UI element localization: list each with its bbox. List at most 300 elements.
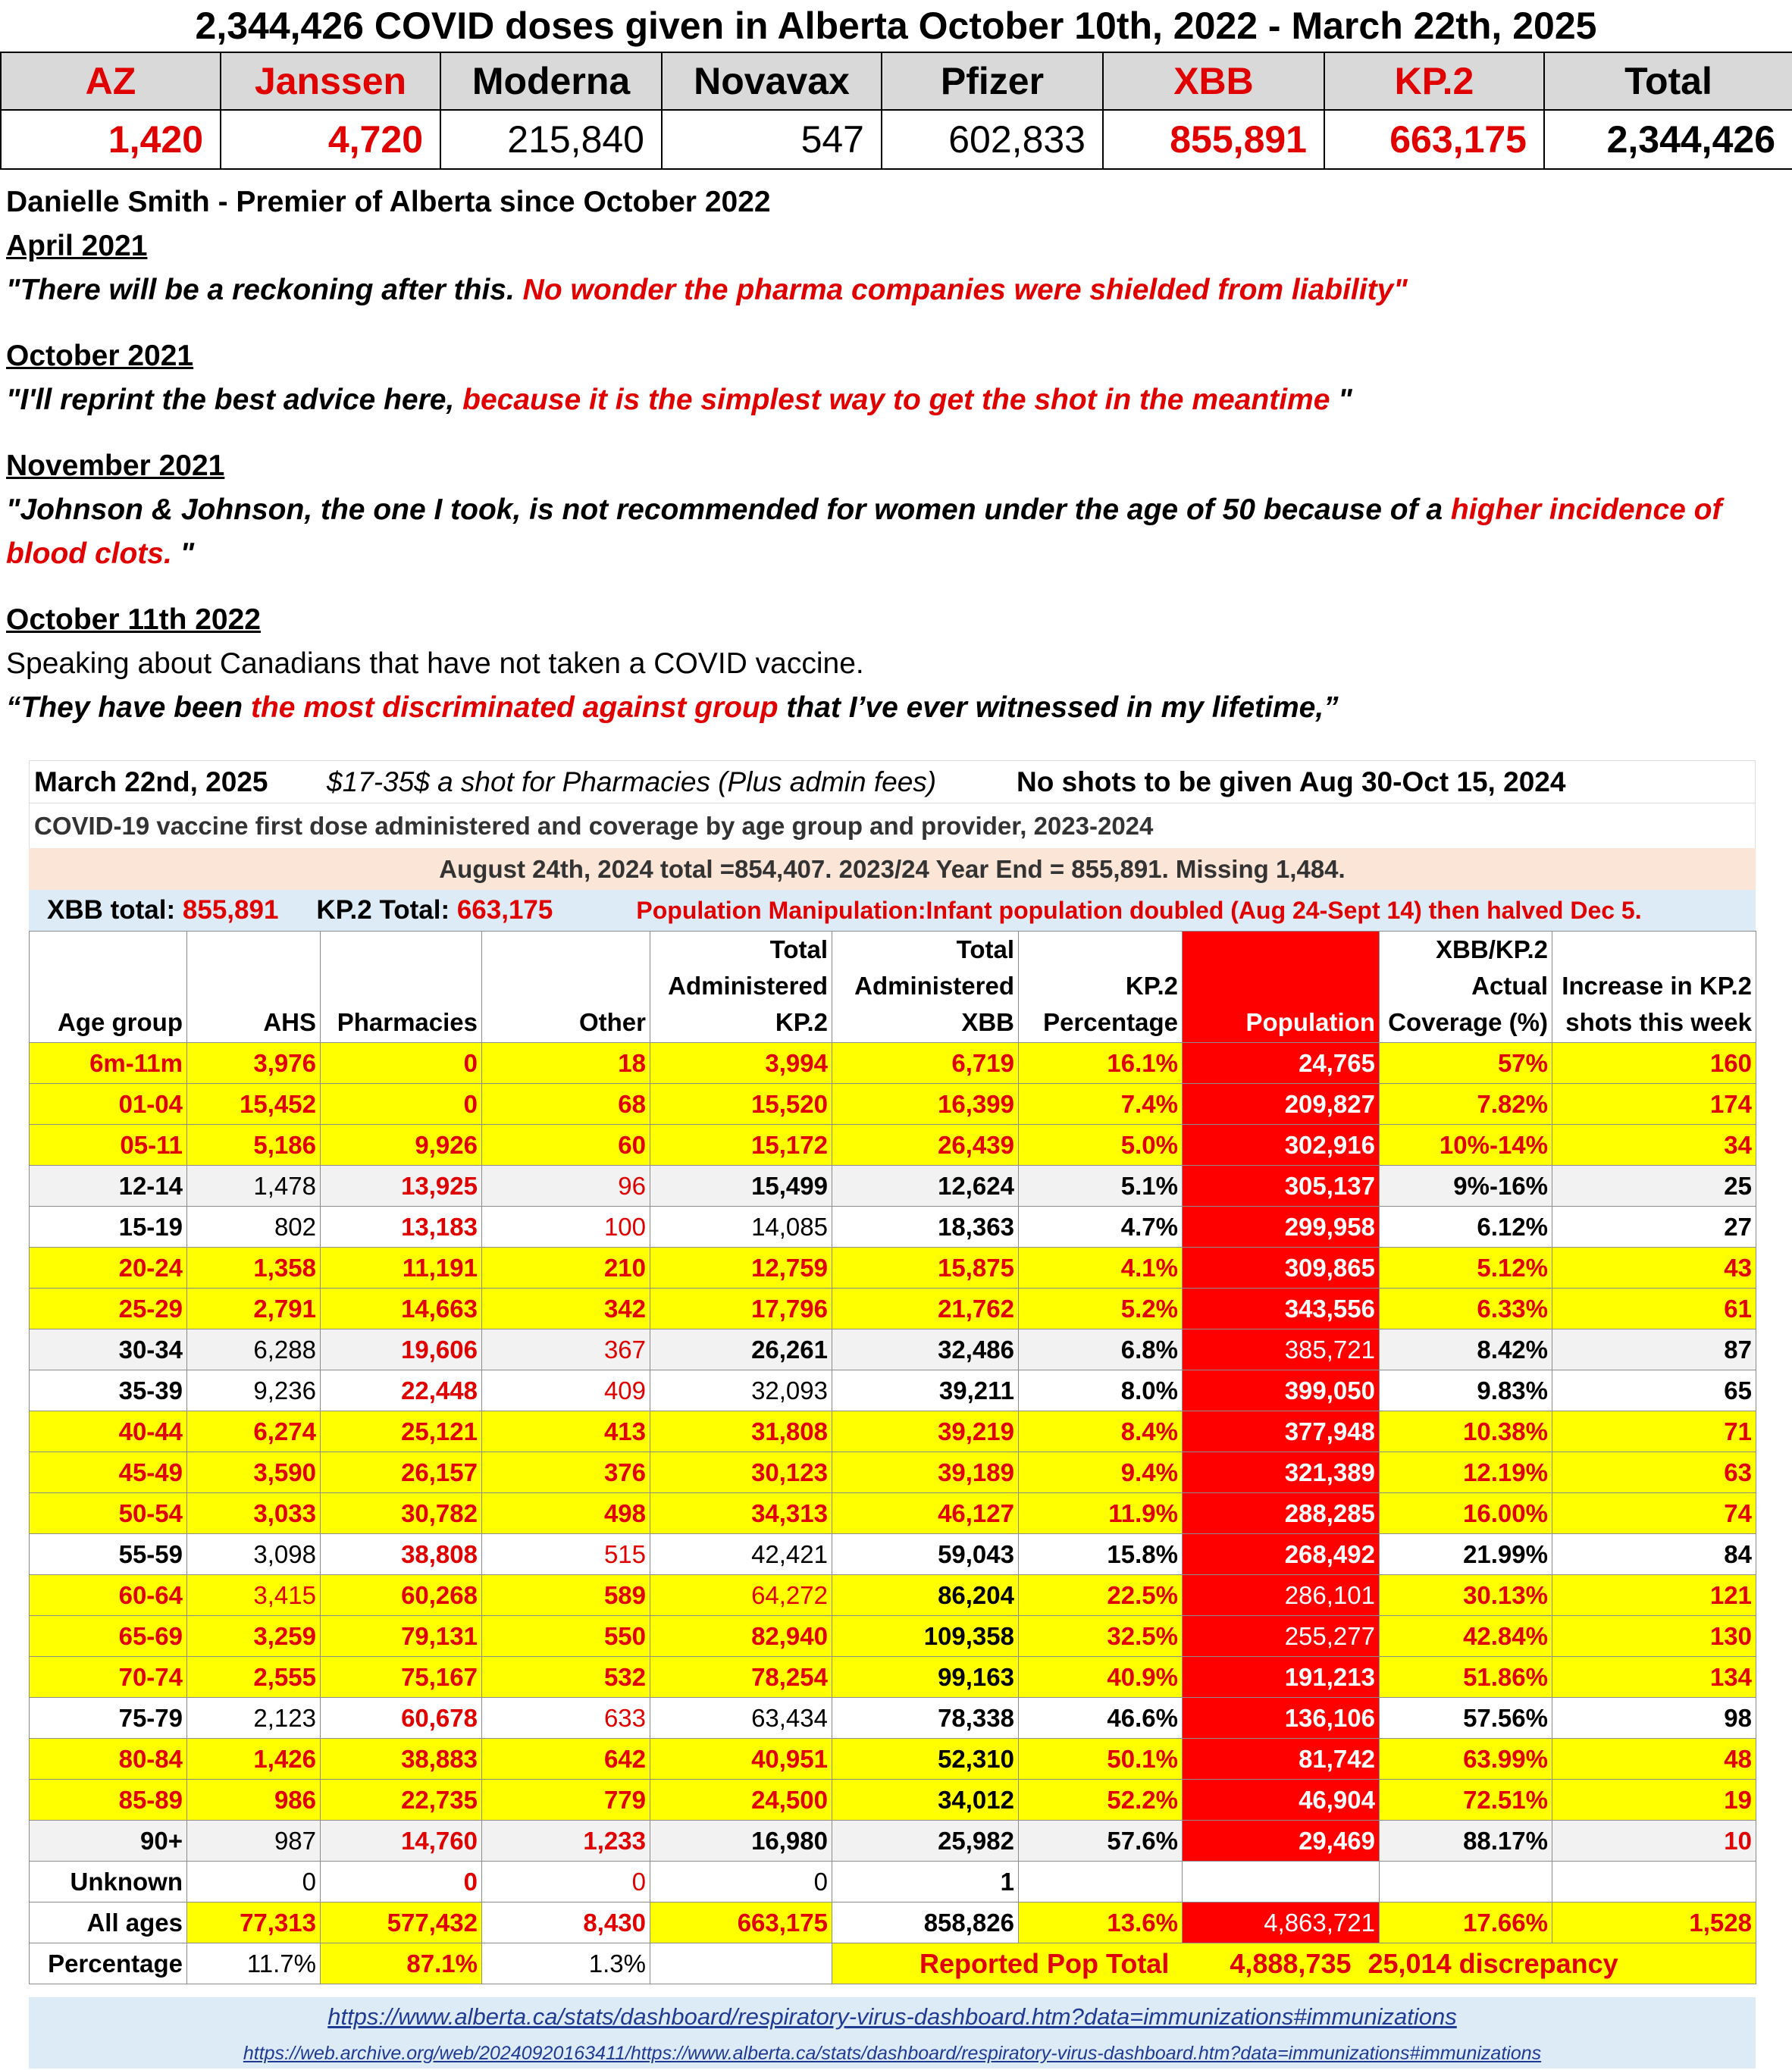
cell-other: 413 [482, 1411, 650, 1452]
cell-age-group: 50-54 [30, 1493, 187, 1534]
cell-other: 367 [482, 1329, 650, 1370]
cell-total-kp2: 15,499 [650, 1166, 832, 1207]
cell-age-group: 65-69 [30, 1616, 187, 1657]
column-header-line: Total [769, 935, 828, 963]
cell-pharmacies: 13,183 [321, 1207, 482, 1248]
cell-age-group: 90+ [30, 1821, 187, 1862]
quotes-section [6, 180, 1787, 730]
cell-coverage: 8.42% [1380, 1329, 1552, 1370]
cell-pharmacies: 19,606 [321, 1329, 482, 1370]
source-link-1[interactable]: https://www.alberta.ca/stats/dashboard/respiratory-virus-dashboard.htm?data=immunizations#immunizations [327, 2003, 1457, 2030]
cell-coverage: 88.17% [1380, 1821, 1552, 1862]
table-row [30, 1248, 1756, 1289]
cell-total-xbb: 109,358 [832, 1616, 1019, 1657]
table-row [30, 1125, 1756, 1166]
cell-age-group: 20-24 [30, 1248, 187, 1289]
cell-coverage: 10%-14% [1380, 1125, 1552, 1166]
quote-date-1: April 2021 [6, 230, 148, 262]
column-header-line: Increase in KP.2 [1562, 972, 1752, 1000]
cell-ahs: 3,098 [187, 1534, 321, 1575]
cell-total-kp2: 30,123 [650, 1452, 832, 1493]
cell-other: 18 [482, 1043, 650, 1084]
table-row [30, 1370, 1756, 1411]
table-row [30, 1043, 1756, 1084]
cell-other: 376 [482, 1452, 650, 1493]
cell-pharmacies: 11,191 [321, 1248, 482, 1289]
cell-other: 779 [482, 1780, 650, 1821]
cell-other: 68 [482, 1084, 650, 1125]
cell-age-group: 75-79 [30, 1698, 187, 1739]
all-ages-coverage: 17.66% [1380, 1902, 1552, 1943]
cell-pharmacies: 60,268 [321, 1575, 482, 1616]
quote-date-4: October 11th 2022 [6, 603, 261, 636]
dose-value-kp-2: 663,175 [1324, 110, 1544, 169]
all-ages-age-group: All ages [30, 1902, 187, 1943]
cell-ahs: 3,976 [187, 1043, 321, 1084]
cell-pharmacies: 25,121 [321, 1411, 482, 1452]
cell-age-group: 6m-11m [30, 1043, 187, 1084]
cell-kp2-percentage: 52.2% [1019, 1780, 1183, 1821]
cell-other: 589 [482, 1575, 650, 1616]
cell-ahs: 15,452 [187, 1084, 321, 1125]
dose-header-total: Total [1544, 52, 1792, 110]
cell-ahs: 2,555 [187, 1657, 321, 1698]
table-row [30, 1821, 1756, 1862]
column-header-total-xbb [832, 932, 1019, 1043]
xbb-total-label: XBB total: [47, 895, 183, 925]
dose-header-kp-2: KP.2 [1324, 52, 1544, 110]
cell-increase-kp2: 74 [1552, 1493, 1756, 1534]
cell-coverage: 6.12% [1380, 1207, 1552, 1248]
cell-pharmacies: 79,131 [321, 1616, 482, 1657]
cell-age-group: 30-34 [30, 1329, 187, 1370]
cell-coverage [1380, 1862, 1552, 1902]
cell-total-kp2: 32,093 [650, 1370, 832, 1411]
cell-other: 0 [482, 1862, 650, 1902]
cell-other: 532 [482, 1657, 650, 1698]
cell-population [1183, 1862, 1380, 1902]
cell-pharmacies: 38,808 [321, 1534, 482, 1575]
cell-total-xbb: 52,310 [832, 1739, 1019, 1780]
cell-coverage: 12.19% [1380, 1452, 1552, 1493]
cell-ahs: 987 [187, 1821, 321, 1862]
cell-pharmacies: 38,883 [321, 1739, 482, 1780]
cell-coverage: 42.84% [1380, 1616, 1552, 1657]
kp2-total-label: KP.2 Total: [316, 895, 457, 925]
cell-coverage: 21.99% [1380, 1534, 1552, 1575]
column-header-line: Other [578, 1008, 646, 1036]
cell-ahs: 986 [187, 1780, 321, 1821]
cell-other: 550 [482, 1616, 650, 1657]
cell-total-kp2: 63,434 [650, 1698, 832, 1739]
cell-coverage: 51.86% [1380, 1657, 1552, 1698]
cell-population: 136,106 [1183, 1698, 1380, 1739]
column-header-line: Administered [668, 972, 828, 1000]
all-ages-ahs: 77,313 [187, 1902, 321, 1943]
cell-coverage: 57.56% [1380, 1698, 1552, 1739]
quote-3-part-b: higher incidence of [1450, 493, 1722, 526]
cell-total-xbb: 32,486 [832, 1329, 1019, 1370]
cell-population: 209,827 [1183, 1084, 1380, 1125]
cell-kp2-percentage: 6.8% [1019, 1329, 1183, 1370]
quote-2 [6, 378, 1787, 422]
cell-increase-kp2: 19 [1552, 1780, 1756, 1821]
dose-header-az: AZ [1, 52, 221, 110]
cell-total-kp2: 15,172 [650, 1125, 832, 1166]
intro-line: Danielle Smith - Premier of Alberta since October 2022 [6, 186, 771, 218]
quote-4-context: Speaking about Canadians that have not taken a COVID vaccine. [6, 647, 864, 680]
percentage-pharmacies: 87.1% [321, 1943, 482, 1984]
cell-kp2-percentage: 9.4% [1019, 1452, 1183, 1493]
percentage-ahs: 11.7% [187, 1943, 321, 1984]
cell-pharmacies: 22,448 [321, 1370, 482, 1411]
cell-population: 305,137 [1183, 1166, 1380, 1207]
column-header-increase-kp2 [1552, 932, 1756, 1043]
cell-increase-kp2: 174 [1552, 1084, 1756, 1125]
quote-2-part-c: " [1330, 384, 1352, 416]
cell-age-group: 55-59 [30, 1534, 187, 1575]
cell-ahs: 2,791 [187, 1289, 321, 1329]
xbb-total-value: 855,891 [182, 895, 279, 925]
quote-3-part-d: " [171, 537, 195, 570]
cell-kp2-percentage: 4.7% [1019, 1207, 1183, 1248]
cell-population: 191,213 [1183, 1657, 1380, 1698]
cell-pharmacies: 60,678 [321, 1698, 482, 1739]
cell-pharmacies: 22,735 [321, 1780, 482, 1821]
cell-total-xbb: 12,624 [832, 1166, 1019, 1207]
dose-header-moderna: Moderna [440, 52, 662, 110]
cell-population: 302,916 [1183, 1125, 1380, 1166]
cell-pharmacies: 14,663 [321, 1289, 482, 1329]
table-row [30, 1493, 1756, 1534]
cell-increase-kp2: 48 [1552, 1739, 1756, 1780]
table-row [30, 1657, 1756, 1698]
dose-header-novavax: Novavax [662, 52, 882, 110]
quote-4-part-b: the most discriminated against group [250, 691, 779, 724]
cell-population: 299,958 [1183, 1207, 1380, 1248]
percentage-age-group: Percentage [30, 1943, 187, 1984]
cell-total-kp2: 12,759 [650, 1248, 832, 1289]
cell-total-xbb: 78,338 [832, 1698, 1019, 1739]
footer-links [29, 1997, 1756, 2068]
cell-age-group: 70-74 [30, 1657, 187, 1698]
column-header-line: XBB [961, 1008, 1014, 1036]
cell-ahs: 0 [187, 1862, 321, 1902]
cell-other: 633 [482, 1698, 650, 1739]
cell-pharmacies: 9,926 [321, 1125, 482, 1166]
cell-pharmacies: 0 [321, 1043, 482, 1084]
cell-kp2-percentage [1019, 1862, 1183, 1902]
all-ages-kp2-percentage: 13.6% [1019, 1902, 1183, 1943]
cell-total-xbb: 16,399 [832, 1084, 1019, 1125]
cell-age-group: 01-04 [30, 1084, 187, 1125]
cell-increase-kp2: 61 [1552, 1289, 1756, 1329]
cell-population: 385,721 [1183, 1329, 1380, 1370]
column-header-pharmacies [321, 932, 482, 1043]
cell-age-group: 05-11 [30, 1125, 187, 1166]
all-ages-other: 8,430 [482, 1902, 650, 1943]
quote-2-part-b: because it is the simplest way to get the shot in the meantime [462, 384, 1330, 416]
cell-total-kp2: 31,808 [650, 1411, 832, 1452]
table-row [30, 1616, 1756, 1657]
cell-total-kp2: 26,261 [650, 1329, 832, 1370]
column-header-line: Population [1245, 1008, 1375, 1036]
cell-age-group: 35-39 [30, 1370, 187, 1411]
cell-other: 642 [482, 1739, 650, 1780]
dose-value-janssen: 4,720 [221, 110, 440, 169]
cell-total-kp2: 24,500 [650, 1780, 832, 1821]
cell-other: 60 [482, 1125, 650, 1166]
august-note: August 24th, 2024 total =854,407. 2023/24 Year End = 855,891. Missing 1,484. [29, 848, 1756, 890]
cell-kp2-percentage: 5.1% [1019, 1166, 1183, 1207]
page-title: 2,344,426 COVID doses given in Alberta October 10th, 2022 - March 22th, 2025 [195, 5, 1597, 47]
cell-kp2-percentage: 40.9% [1019, 1657, 1183, 1698]
cell-ahs: 3,033 [187, 1493, 321, 1534]
cell-ahs: 3,259 [187, 1616, 321, 1657]
cell-increase-kp2: 71 [1552, 1411, 1756, 1452]
table-row [30, 1166, 1756, 1207]
cell-kp2-percentage: 32.5% [1019, 1616, 1183, 1657]
percentage-other: 1.3% [482, 1943, 650, 1984]
dose-value-total: 2,344,426 [1544, 110, 1792, 169]
cell-total-xbb: 18,363 [832, 1207, 1019, 1248]
cell-other: 515 [482, 1534, 650, 1575]
cell-total-kp2: 0 [650, 1862, 832, 1902]
cell-ahs: 1,358 [187, 1248, 321, 1289]
cell-ahs: 5,186 [187, 1125, 321, 1166]
all-ages-increase-kp2: 1,528 [1552, 1902, 1756, 1943]
percentage-blank [650, 1943, 832, 1984]
cell-coverage: 10.38% [1380, 1411, 1552, 1452]
cell-pharmacies: 0 [321, 1862, 482, 1902]
cell-ahs: 802 [187, 1207, 321, 1248]
cell-coverage: 72.51% [1380, 1780, 1552, 1821]
cell-age-group: 15-19 [30, 1207, 187, 1248]
dose-header-janssen: Janssen [221, 52, 440, 110]
cell-increase-kp2: 134 [1552, 1657, 1756, 1698]
dose-value-pfizer: 602,833 [882, 110, 1103, 169]
cell-coverage: 30.13% [1380, 1575, 1552, 1616]
reported-pop-label: Reported Pop Total [919, 1947, 1170, 1979]
cell-other: 409 [482, 1370, 650, 1411]
all-ages-row [30, 1902, 1756, 1943]
cell-total-kp2: 42,421 [650, 1534, 832, 1575]
cell-coverage: 7.82% [1380, 1084, 1552, 1125]
cell-total-kp2: 34,313 [650, 1493, 832, 1534]
cell-total-xbb: 21,762 [832, 1289, 1019, 1329]
cell-population: 288,285 [1183, 1493, 1380, 1534]
column-header-line: Pharmacies [337, 1008, 478, 1036]
dose-value-az: 1,420 [1, 110, 221, 169]
cell-increase-kp2: 43 [1552, 1248, 1756, 1289]
column-header-line: Coverage (%) [1388, 1008, 1548, 1036]
all-ages-pharmacies: 577,432 [321, 1902, 482, 1943]
column-header-coverage [1380, 932, 1552, 1043]
cell-total-kp2: 15,520 [650, 1084, 832, 1125]
reported-pop-total [832, 1943, 1756, 1984]
cell-ahs: 9,236 [187, 1370, 321, 1411]
quote-4-part-c: that I’ve ever witnessed in my lifetime,” [778, 691, 1339, 724]
cell-ahs: 3,415 [187, 1575, 321, 1616]
cell-total-kp2: 16,980 [650, 1821, 832, 1862]
cell-total-xbb: 25,982 [832, 1821, 1019, 1862]
cell-age-group: 85-89 [30, 1780, 187, 1821]
cell-total-xbb: 86,204 [832, 1575, 1019, 1616]
column-header-line: Actual [1471, 972, 1548, 1000]
cell-age-group: 45-49 [30, 1452, 187, 1493]
quote-2-part-a: "I'll reprint the best advice here, [6, 384, 463, 416]
cell-population: 377,948 [1183, 1411, 1380, 1452]
table-row [30, 1207, 1756, 1248]
cell-total-kp2: 82,940 [650, 1616, 832, 1657]
cell-population: 321,389 [1183, 1452, 1380, 1493]
cell-population: 46,904 [1183, 1780, 1380, 1821]
cell-kp2-percentage: 16.1% [1019, 1043, 1183, 1084]
cell-total-xbb: 1 [832, 1862, 1019, 1902]
table-row [30, 1084, 1756, 1125]
cell-increase-kp2: 130 [1552, 1616, 1756, 1657]
cell-kp2-percentage: 22.5% [1019, 1575, 1183, 1616]
table-row [30, 1862, 1756, 1902]
table-subtitle: COVID-19 vaccine first dose administered and coverage by age group and provider, 2023-2024 [29, 803, 1756, 848]
cell-total-xbb: 15,875 [832, 1248, 1019, 1289]
column-header-line: Total [956, 935, 1014, 963]
quote-3-part-a: "Johnson & Johnson, the one I took, is not recommended for women under the age of 50 because of a [6, 493, 1451, 526]
quote-1 [6, 268, 1787, 312]
info-row-date [29, 760, 1756, 803]
all-ages-population: 4,863,721 [1183, 1902, 1380, 1943]
cell-kp2-percentage: 4.1% [1019, 1248, 1183, 1289]
cell-ahs: 6,288 [187, 1329, 321, 1370]
column-header-line: Age group [58, 1008, 183, 1036]
cell-increase-kp2 [1552, 1862, 1756, 1902]
dose-value-novavax: 547 [662, 110, 882, 169]
quote-date-2: October 2021 [6, 340, 194, 372]
cell-age-group: 60-64 [30, 1575, 187, 1616]
cell-total-xbb: 39,219 [832, 1411, 1019, 1452]
cell-other: 1,233 [482, 1821, 650, 1862]
cell-kp2-percentage: 11.9% [1019, 1493, 1183, 1534]
cell-total-xbb: 6,719 [832, 1043, 1019, 1084]
cell-coverage: 9.83% [1380, 1370, 1552, 1411]
column-header-line: Administered [854, 972, 1014, 1000]
table-row [30, 1534, 1756, 1575]
totals-row [29, 890, 1756, 931]
cell-age-group: 80-84 [30, 1739, 187, 1780]
cell-coverage: 57% [1380, 1043, 1552, 1084]
column-header-population [1183, 932, 1380, 1043]
cell-kp2-percentage: 8.4% [1019, 1411, 1183, 1452]
column-header-line: AHS [263, 1008, 316, 1036]
doses-table [0, 52, 1792, 170]
cell-total-xbb: 39,211 [832, 1370, 1019, 1411]
table-row [30, 1739, 1756, 1780]
cell-other: 96 [482, 1166, 650, 1207]
cell-population: 29,469 [1183, 1821, 1380, 1862]
cell-increase-kp2: 121 [1552, 1575, 1756, 1616]
quote-1-part-a: "There will be a reckoning after this. [6, 274, 523, 306]
source-link-2[interactable]: https://web.archive.org/web/20240920163411/https://www.alberta.ca/stats/dashboard/respiratory-virus-dashboard.htm?data=immunizations#immunizations [243, 2043, 1542, 2064]
cell-age-group: 25-29 [30, 1289, 187, 1329]
cell-other: 342 [482, 1289, 650, 1329]
cell-increase-kp2: 87 [1552, 1329, 1756, 1370]
kp2-total-value: 663,175 [456, 895, 553, 925]
cell-other: 210 [482, 1248, 650, 1289]
cell-increase-kp2: 25 [1552, 1166, 1756, 1207]
cell-coverage: 16.00% [1380, 1493, 1552, 1534]
cell-total-kp2: 17,796 [650, 1289, 832, 1329]
cell-population: 24,765 [1183, 1043, 1380, 1084]
cell-coverage: 9%-16% [1380, 1166, 1552, 1207]
cell-increase-kp2: 98 [1552, 1698, 1756, 1739]
no-shots-note: No shots to be given Aug 30-Oct 15, 2024 [1017, 766, 1566, 797]
quote-3-line-1 [6, 488, 1787, 532]
column-header-age-group [30, 932, 187, 1043]
cell-total-kp2: 64,272 [650, 1575, 832, 1616]
cell-coverage: 63.99% [1380, 1739, 1552, 1780]
cell-increase-kp2: 65 [1552, 1370, 1756, 1411]
column-header-other [482, 932, 650, 1043]
report-date: March 22nd, 2025 [34, 766, 268, 797]
cell-population: 343,556 [1183, 1289, 1380, 1329]
table-row [30, 1329, 1756, 1370]
cell-kp2-percentage: 57.6% [1019, 1821, 1183, 1862]
cell-total-xbb: 34,012 [832, 1780, 1019, 1821]
quote-date-3: November 2021 [6, 449, 225, 482]
table-row [30, 1452, 1756, 1493]
cell-population: 309,865 [1183, 1248, 1380, 1289]
cell-kp2-percentage: 5.2% [1019, 1289, 1183, 1329]
cell-pharmacies: 13,925 [321, 1166, 482, 1207]
cell-population: 268,492 [1183, 1534, 1380, 1575]
column-header-line: Percentage [1043, 1008, 1178, 1036]
dose-value-xbb: 855,891 [1103, 110, 1324, 169]
cell-increase-kp2: 10 [1552, 1821, 1756, 1862]
quote-4 [6, 686, 1787, 730]
percentage-row [30, 1943, 1756, 1984]
quote-3-line-2 [6, 532, 1787, 576]
table-row [30, 1289, 1756, 1329]
column-header-line: shots this week [1565, 1008, 1752, 1036]
cell-population: 81,742 [1183, 1739, 1380, 1780]
cell-kp2-percentage: 5.0% [1019, 1125, 1183, 1166]
cell-other: 498 [482, 1493, 650, 1534]
quote-1-part-b: No wonder the pharma companies were shielded from liability" [522, 274, 1408, 306]
all-ages-total-kp2: 663,175 [650, 1902, 832, 1943]
cell-total-kp2: 40,951 [650, 1739, 832, 1780]
cell-increase-kp2: 63 [1552, 1452, 1756, 1493]
reported-pop-value: 4,888,735 [1230, 1947, 1352, 1979]
cell-other: 100 [482, 1207, 650, 1248]
cell-population: 399,050 [1183, 1370, 1380, 1411]
cell-ahs: 2,123 [187, 1698, 321, 1739]
cell-pharmacies: 30,782 [321, 1493, 482, 1534]
cell-kp2-percentage: 50.1% [1019, 1739, 1183, 1780]
cell-total-xbb: 46,127 [832, 1493, 1019, 1534]
cell-kp2-percentage: 8.0% [1019, 1370, 1183, 1411]
cell-pharmacies: 26,157 [321, 1452, 482, 1493]
cell-increase-kp2: 34 [1552, 1125, 1756, 1166]
table-row [30, 1780, 1756, 1821]
dose-value-moderna: 215,840 [440, 110, 662, 169]
population-manipulation-note: Population Manipulation:Infant population doubled (Aug 24-Sept 14) then halved Dec 5. [636, 897, 1642, 924]
cell-population: 255,277 [1183, 1616, 1380, 1657]
cell-increase-kp2: 27 [1552, 1207, 1756, 1248]
table-row [30, 1575, 1756, 1616]
column-header-total-kp2 [650, 932, 832, 1043]
cell-ahs: 1,426 [187, 1739, 321, 1780]
cell-total-kp2: 14,085 [650, 1207, 832, 1248]
